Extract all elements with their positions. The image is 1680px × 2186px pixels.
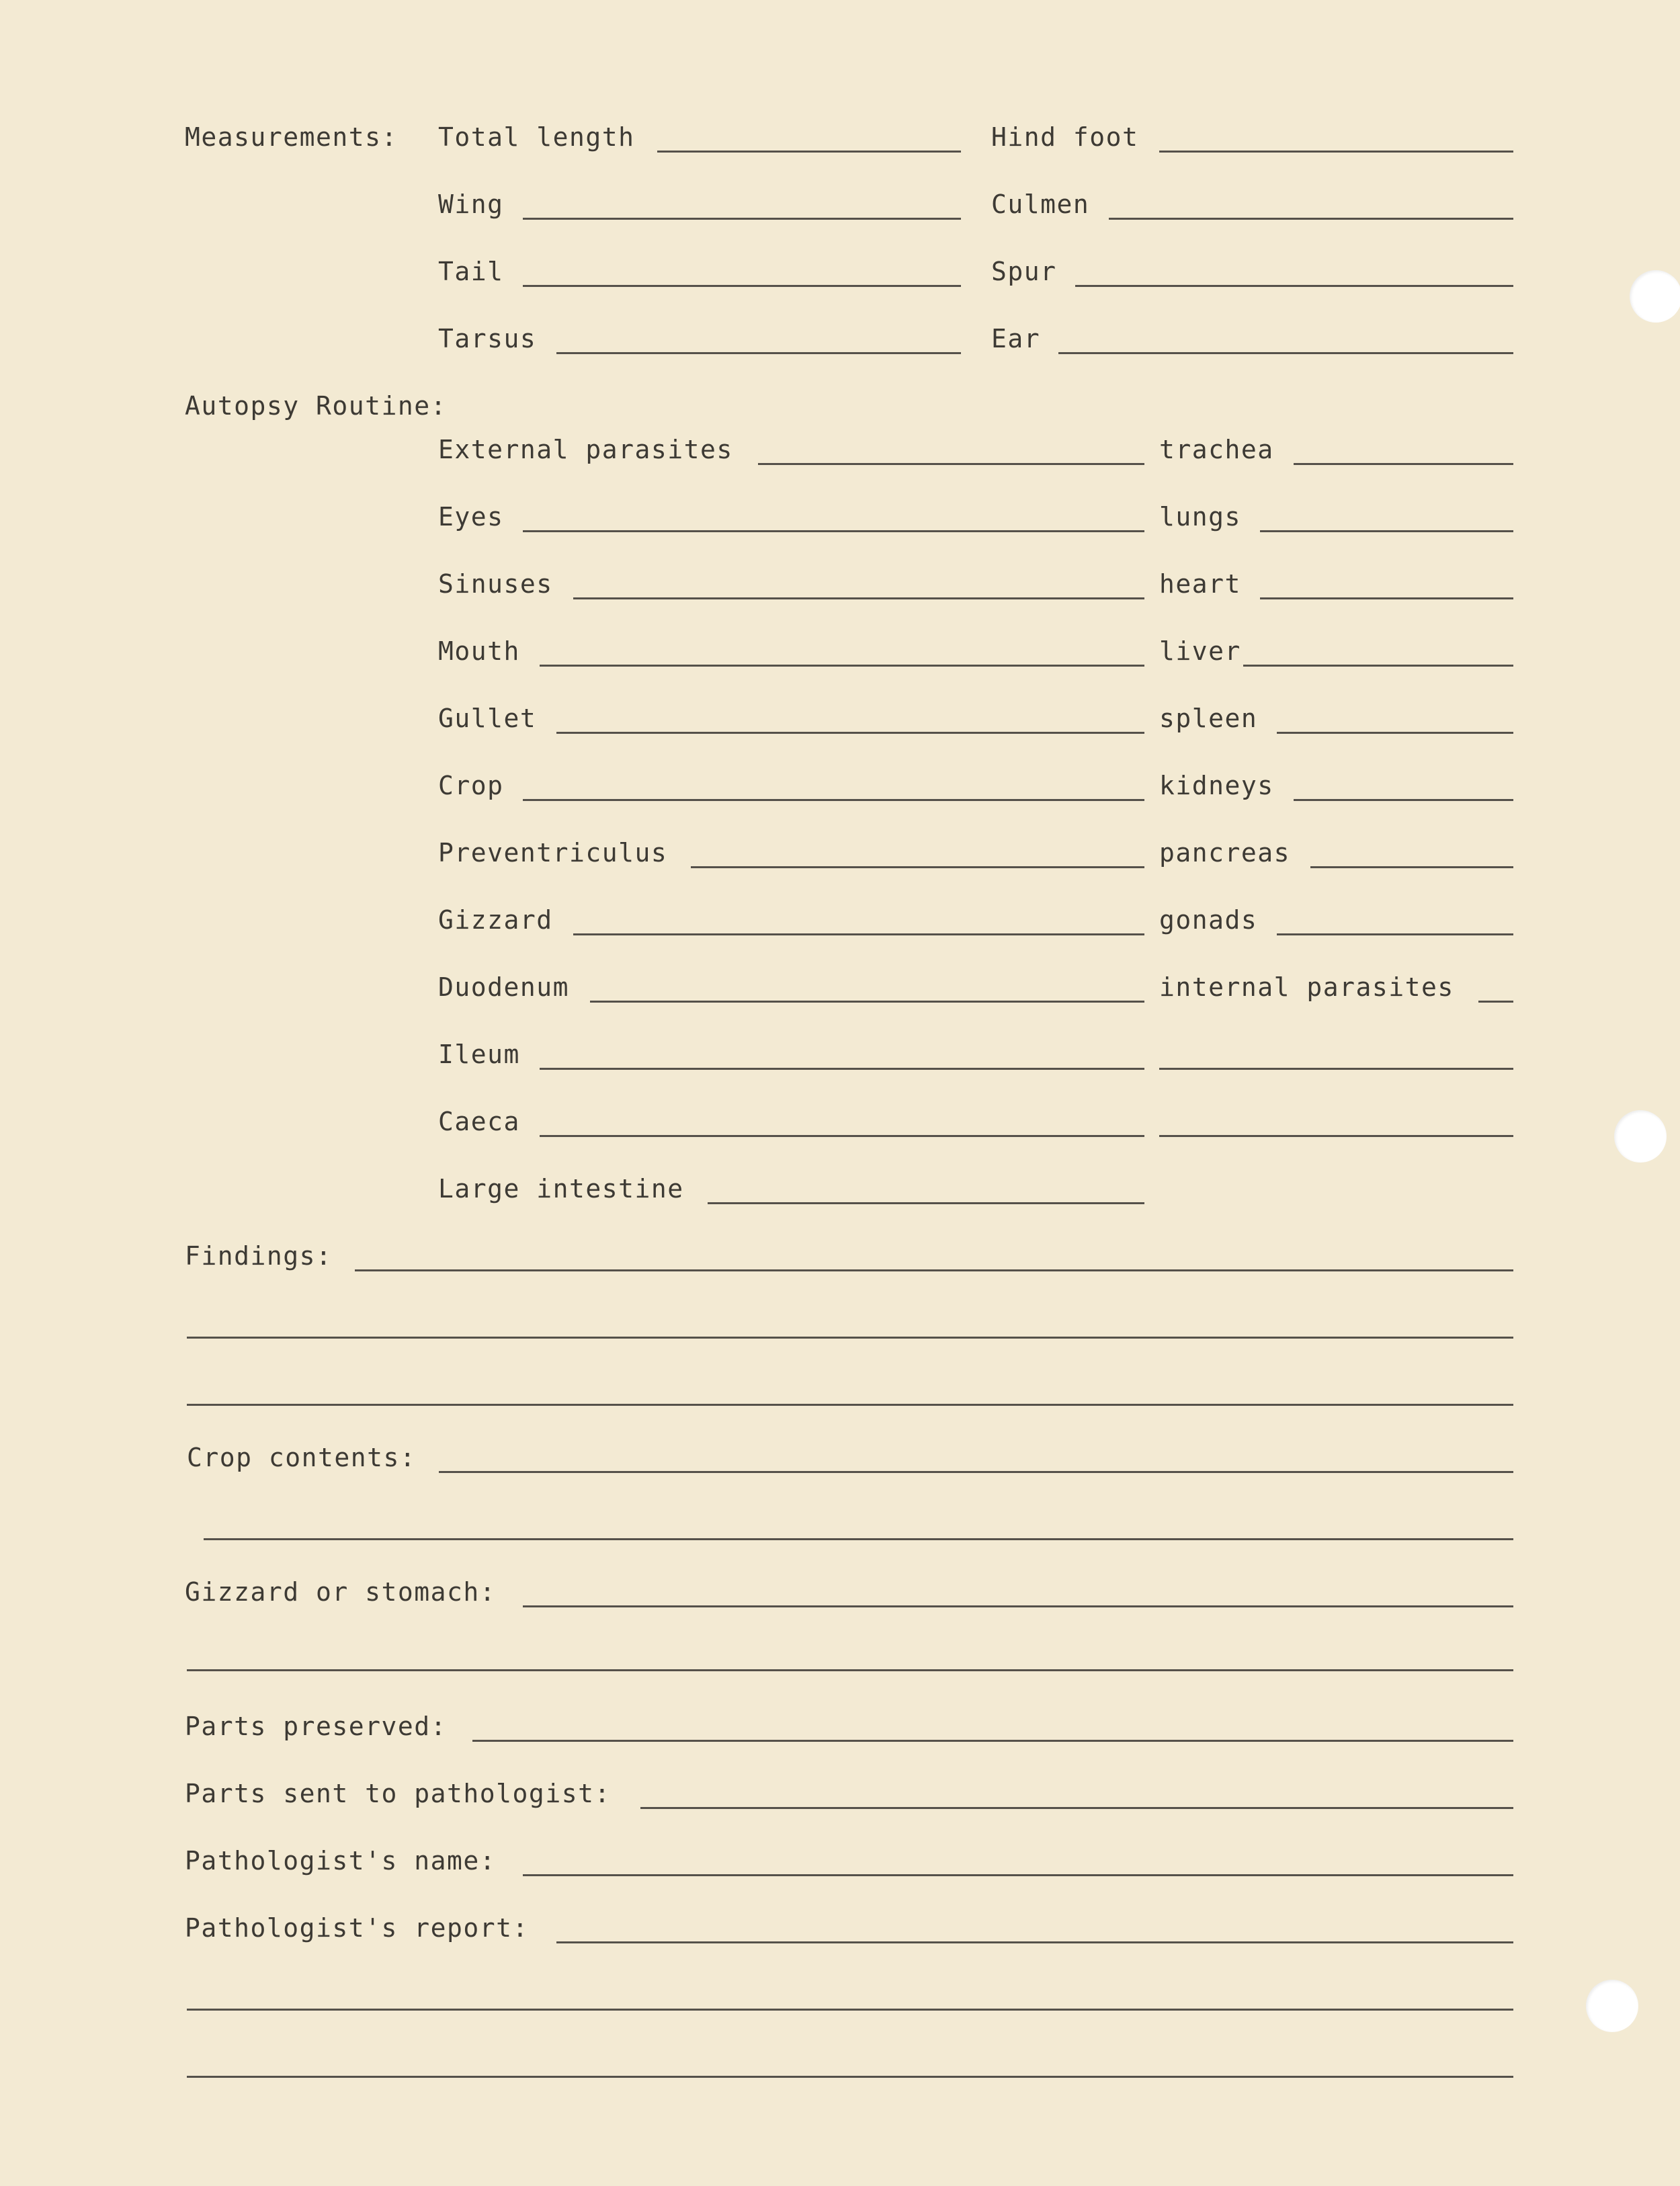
parts-preserved-label: Parts preserved:: [185, 1712, 448, 1741]
wing-field[interactable]: [523, 218, 961, 220]
heart-field[interactable]: [1260, 597, 1513, 599]
parts-sent-label: Parts sent to pathologist:: [185, 1779, 611, 1808]
internal-parasites-label: internal parasites: [1159, 972, 1454, 1002]
trachea-label: trachea: [1159, 435, 1274, 464]
findings-label: Findings:: [185, 1241, 333, 1271]
kidneys-label: kidneys: [1159, 771, 1274, 800]
findings-field-3[interactable]: [187, 1404, 1513, 1406]
lungs-label: lungs: [1159, 502, 1241, 532]
gizzard-or-stomach-field-2[interactable]: [187, 1669, 1513, 1671]
culmen-field[interactable]: [1109, 218, 1513, 220]
caeca-right-field[interactable]: [1159, 1135, 1513, 1137]
pathologist-name-field[interactable]: [523, 1874, 1513, 1876]
crop-contents-label: Crop contents:: [187, 1443, 417, 1472]
punch-hole-middle: [1614, 1110, 1667, 1163]
mouth-label: Mouth: [438, 636, 520, 666]
hind-foot-label: Hind foot: [991, 122, 1139, 152]
liver-label: liver: [1159, 636, 1241, 666]
findings-field[interactable]: [355, 1269, 1513, 1271]
gonads-field[interactable]: [1277, 933, 1513, 935]
preventriculus-field[interactable]: [691, 866, 1144, 868]
caeca-field[interactable]: [540, 1135, 1144, 1137]
measurements-heading: Measurements:: [185, 122, 398, 152]
gullet-label: Gullet: [438, 704, 537, 733]
hind-foot-field[interactable]: [1159, 151, 1513, 153]
gonads-label: gonads: [1159, 905, 1258, 935]
pancreas-label: pancreas: [1159, 838, 1291, 868]
pathologist-report-field[interactable]: [556, 1941, 1513, 1943]
crop-contents-field[interactable]: [439, 1471, 1513, 1473]
crop-label: Crop: [438, 771, 504, 800]
spleen-label: spleen: [1159, 704, 1258, 733]
findings-field-2[interactable]: [187, 1337, 1513, 1339]
ear-field[interactable]: [1058, 352, 1513, 354]
internal-parasites-field[interactable]: [1478, 1001, 1513, 1003]
pathologist-report-field-3[interactable]: [187, 2076, 1513, 2078]
ileum-right-field[interactable]: [1159, 1068, 1513, 1070]
tarsus-field[interactable]: [556, 352, 961, 354]
total-length-field[interactable]: [657, 151, 961, 153]
gizzard-or-stomach-label: Gizzard or stomach:: [185, 1577, 497, 1607]
sinuses-field[interactable]: [573, 597, 1144, 599]
external-parasites-field[interactable]: [758, 463, 1144, 465]
preventriculus-label: Preventriculus: [438, 838, 668, 868]
eyes-label: Eyes: [438, 502, 504, 532]
sinuses-label: Sinuses: [438, 569, 553, 599]
eyes-field[interactable]: [523, 530, 1144, 532]
wing-label: Wing: [438, 190, 504, 219]
crop-field[interactable]: [523, 799, 1144, 801]
ileum-field[interactable]: [540, 1068, 1144, 1070]
gizzard-field[interactable]: [573, 933, 1144, 935]
crop-contents-field-2[interactable]: [204, 1538, 1513, 1540]
tarsus-label: Tarsus: [438, 324, 537, 353]
spur-label: Spur: [991, 257, 1057, 286]
external-parasites-label: External parasites: [438, 435, 733, 464]
kidneys-field[interactable]: [1294, 799, 1513, 801]
pathologist-report-field-2[interactable]: [187, 2009, 1513, 2011]
parts-sent-field[interactable]: [640, 1807, 1513, 1809]
lungs-field[interactable]: [1260, 530, 1513, 532]
trachea-field[interactable]: [1294, 463, 1513, 465]
large-intestine-field[interactable]: [708, 1202, 1144, 1204]
caeca-label: Caeca: [438, 1107, 520, 1136]
autopsy-routine-heading: Autopsy Routine:: [185, 391, 448, 421]
duodenum-label: Duodenum: [438, 972, 570, 1002]
liver-field[interactable]: [1243, 665, 1513, 667]
spleen-field[interactable]: [1277, 732, 1513, 734]
total-length-label: Total length: [438, 122, 635, 152]
spur-field[interactable]: [1075, 285, 1513, 287]
gizzard-label: Gizzard: [438, 905, 553, 935]
pathologist-name-label: Pathologist's name:: [185, 1846, 497, 1876]
parts-preserved-field[interactable]: [472, 1740, 1513, 1742]
pathologist-report-label: Pathologist's report:: [185, 1913, 529, 1943]
punch-hole-bottom: [1586, 1980, 1638, 2032]
culmen-label: Culmen: [991, 190, 1090, 219]
gullet-field[interactable]: [556, 732, 1144, 734]
duodenum-field[interactable]: [590, 1001, 1144, 1003]
pancreas-field[interactable]: [1310, 866, 1513, 868]
punch-hole-top: [1630, 270, 1680, 323]
ear-label: Ear: [991, 324, 1041, 353]
gizzard-or-stomach-field[interactable]: [523, 1605, 1513, 1607]
mouth-field[interactable]: [540, 665, 1144, 667]
tail-label: Tail: [438, 257, 504, 286]
large-intestine-label: Large intestine: [438, 1174, 684, 1204]
tail-field[interactable]: [523, 285, 961, 287]
ileum-label: Ileum: [438, 1040, 520, 1069]
heart-label: heart: [1159, 569, 1241, 599]
